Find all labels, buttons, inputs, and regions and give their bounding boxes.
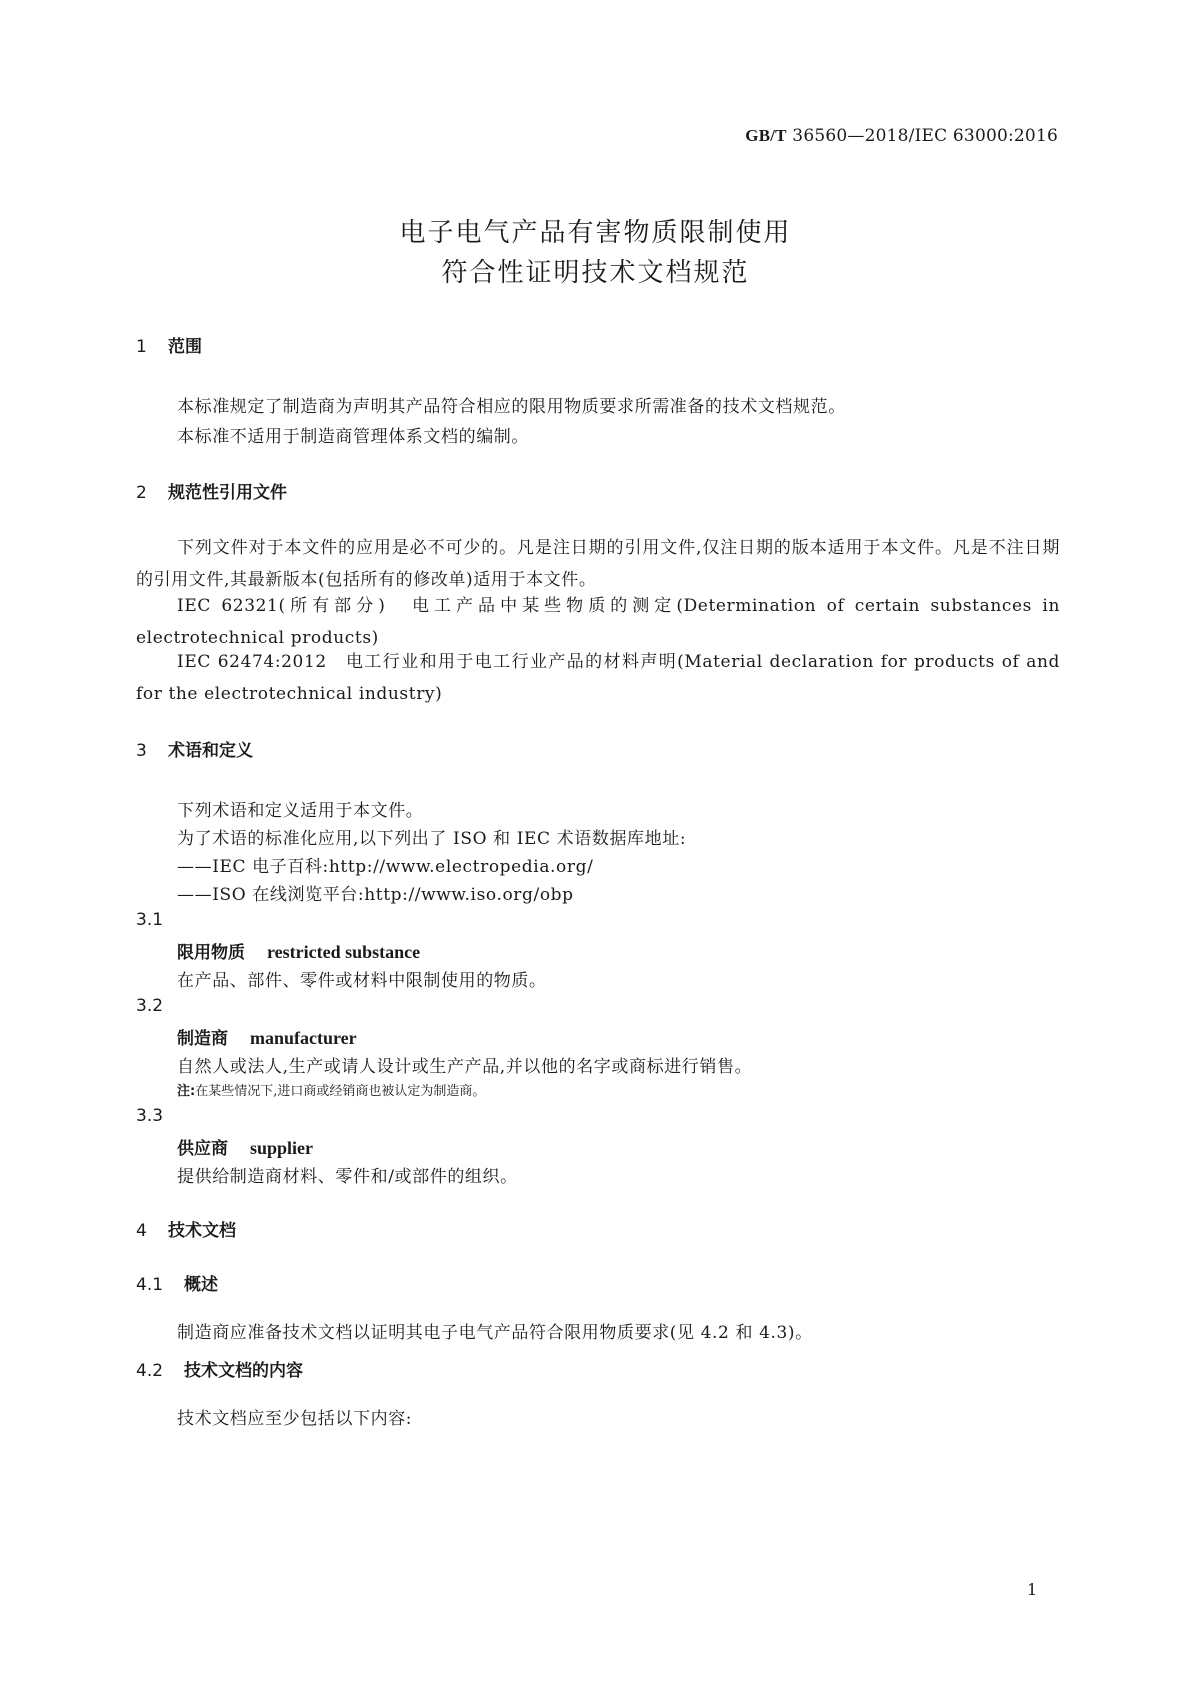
section-4-heading: 4 技术文档 (136, 1221, 236, 1241)
section-4-1-heading: 4.1 概述 (136, 1275, 218, 1295)
term-3-2-title: 制造商 manufacturer (177, 1028, 357, 1049)
section-3-heading: 3 术语和定义 (136, 741, 253, 761)
s2-reference-2: IEC 62474:2012 电工行业和用于电工行业产品的材料声明(Material declaration for products of and for the electrotechnical industry) (136, 652, 1060, 704)
page-number: 1 (1027, 1580, 1038, 1599)
s3-iso-link: ——ISO 在线浏览平台:http://www.iso.org/obp (177, 885, 574, 905)
term-3-3-number: 3.3 (136, 1106, 164, 1126)
s3-paragraph-1: 下列术语和定义适用于本文件。 (177, 801, 424, 821)
section-4-2-heading: 4.2 技术文档的内容 (136, 1361, 303, 1381)
section-2-heading: 2 规范性引用文件 (136, 483, 287, 503)
s1-paragraph-1: 本标准规定了制造商为声明其产品符合相应的限用物质要求所需准备的技术文档规范。 (177, 397, 846, 417)
doc-title-line2: 符合性证明技术文档规范 (441, 258, 750, 288)
s3-iec-link: ——IEC 电子百科:http://www.electropedia.org/ (177, 857, 594, 877)
standard-code: GB/T 36560—2018/IEC 63000:2016 (745, 126, 1058, 146)
term-3-2-note: 注:在某些情况下,进口商或经销商也被认定为制造商。 (177, 1084, 486, 1099)
term-3-3-title: 供应商 supplier (177, 1138, 314, 1159)
s2-paragraph-1: 下列文件对于本文件的应用是必不可少的。凡是注日期的引用文件,仅注日期的版本适用于本文件。凡是不注日期的引用文件,其最新版本(包括所有的修改单)适用于本文件。 (136, 538, 1060, 590)
term-3-2-definition: 自然人或法人,生产或请人设计或生产产品,并以他的名字或商标进行销售。 (177, 1057, 753, 1077)
term-3-2-number: 3.2 (136, 996, 164, 1016)
section-1-heading: 1 范围 (136, 337, 202, 357)
term-3-1-number: 3.1 (136, 910, 164, 930)
s41-paragraph-1: 制造商应准备技术文档以证明其电子电气产品符合限用物质要求(见 4.2 和 4.3)。 (177, 1323, 813, 1343)
term-3-3-definition: 提供给制造商材料、零件和/或部件的组织。 (177, 1167, 518, 1187)
doc-title-line1: 电子电气产品有害物质限制使用 (399, 218, 792, 248)
term-3-1-title: 限用物质 restricted substance (177, 942, 421, 963)
s3-paragraph-2: 为了术语的标准化应用,以下列出了 ISO 和 IEC 术语数据库地址: (177, 829, 687, 849)
s1-paragraph-2: 本标准不适用于制造商管理体系文档的编制。 (177, 427, 529, 447)
s42-paragraph-1: 技术文档应至少包括以下内容: (177, 1409, 413, 1429)
term-3-1-definition: 在产品、部件、零件或材料中限制使用的物质。 (177, 971, 547, 991)
s2-reference-1: IEC 62321(所有部分) 电工产品中某些物质的测定(Determination of certain substances in electrotechnical products) (136, 596, 1060, 648)
